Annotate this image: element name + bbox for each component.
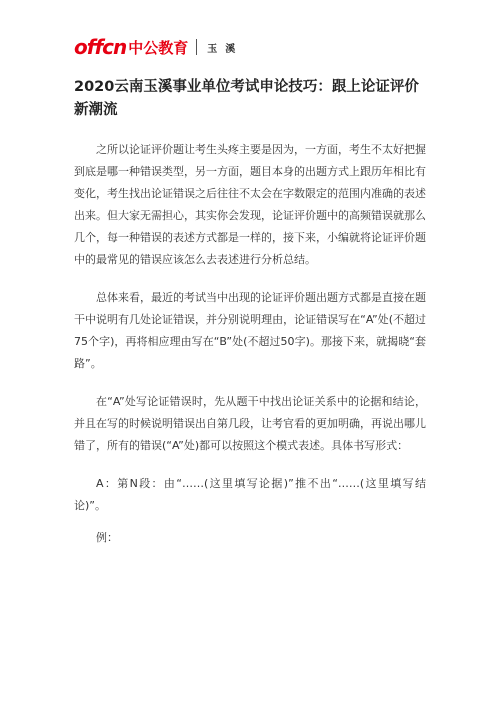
header [74,34,243,60]
paragraph-method: 在“A”处写论证错误时，先从题干中找出论证关系中的论据和结论，并且在写的时候说明错误出自第几段，让考官看的更加明确，再说出哪儿错了，所有的错误(“A”处)都可以按照这个模式表述。具体书写形式： [74,395,426,452]
paragraph-overview: 总体来看，最近的考试当中出现的论证评价题出题方式都是直接在题干中说明有几处论证错误，并分别说明理由，论证错误写在“A”处(不超过75个字)，再将相应理由写在“B”处(不超过50字)。那接下来，就揭晓“套路”。 [74,291,426,370]
offcn-logo: offcn [74,35,127,59]
article-title: 2020云南玉溪事业单位考试申论技巧：跟上论证评价新潮流 [74,79,419,118]
paragraph-example: 例： [96,531,118,544]
region-label: 玉溪 [207,43,244,55]
paragraph-intro: 之所以论证评价题让考生头疼主要是因为，一方面，考生不太好把握到底是哪一种错误类型，另一方面，题目本身的出题方式上跟历年相比有变化，考生找出论证错误之后往往不太会在字数限定的范围内准确的表述出来。但大家无需担心，其实你会发现，论证评价题中的高频错误就那么几个，每一种错误的表述方式都是一样的，接下来，小编就将论证评价题中的最常见的错误应该怎么去表述进行分析总结。 [74,143,426,266]
header-divider [196,39,197,55]
article-body [74,139,426,565]
paragraph-formula: A：第N段：由“……(这里填写论据)”推不出“……(这里填写结论)”。 [74,477,426,512]
offcn-logo-chinese: 中公教育 [128,38,189,57]
